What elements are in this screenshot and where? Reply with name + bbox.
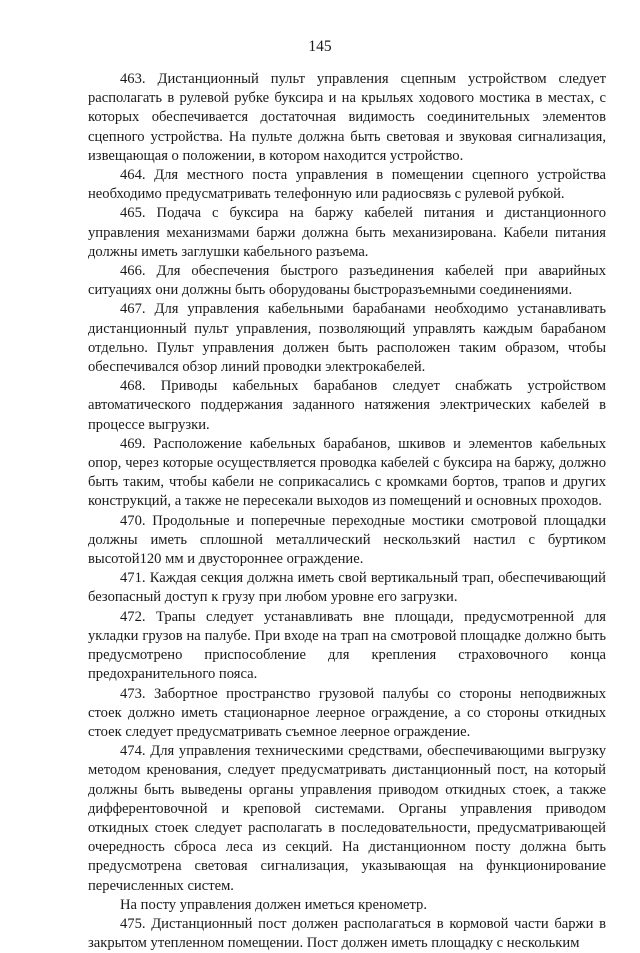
paragraph-473: 473. Забортное пространство грузовой палубы со стороны неподвижных стоек должно иметь стационарное леерное ограждение, а со стороны откидных стоек следует предусматривать съемное леерное ограждение.: [88, 685, 606, 740]
paragraph-465: 465. Подача с буксира на баржу кабелей питания и дистанционного управления механизмами баржи должна быть механизирована. Кабели питания должны иметь заглушки кабельного разъема.: [88, 205, 606, 260]
paragraph-475: 475. Дистанционный пост должен располагаться в кормовой части баржи в закрытом утепленном помещении. Пост должен иметь площадку с нескольким: [88, 915, 606, 952]
paragraph-470: 470. Продольные и поперечные переходные мостики смотровой площадки должны иметь сплошной металлический нескользкий настил с буртиком высотой120 мм и двустороннее ограждение.: [88, 512, 606, 568]
paragraph-464: 464. Для местного поста управления в помещении сцепного устройства необходимо предусматривать телефонную или радиосвязь с рулевой рубкой.: [88, 167, 606, 203]
paragraph-472: 472. Трапы следует устанавливать вне площади, предусмотренной для укладки грузов на палубе. При входе на трап на смотровой площадке должно быть предусмотрено приспособление для крепления страховочного конца предохранительного пояса.: [88, 608, 606, 683]
paragraph-468: 468. Приводы кабельных барабанов следует снабжать устройством автоматического поддержания заданного натяжения электрических кабелей в процессе выгрузки.: [88, 378, 606, 433]
paragraph-474: 474. Для управления техническими средствами, обеспечивающими выгрузку методом кренования, следует предусматривать дистанционный пост, на который должны быть выведены органы управления приводом откидных стоек, а также дифферентовочной и креповой системами. Органы управления приводом откидных стоек следует располагать в последовательности, предусматривающей очередность сброса леса из секций. На дистанционном посту должна быть предусмотрена световая сигнализация, указывающая на функционирование перечисленных систем.: [88, 743, 606, 894]
paragraph-474-note: На посту управления должен иметься кренометр.: [120, 896, 428, 913]
paragraph-466: 466. Для обеспечения быстрого разъединения кабелей при аварийных ситуациях они должны быть оборудованы быстроразъемными соединениями.: [88, 263, 606, 299]
paragraph-467: 467. Для управления кабельными барабанами необходимо устанавливать дистанционный пульт управления, позволяющий управлять каждым барабаном отдельно. Пульт управления должен быть расположен таким образом, чтобы обеспечивался обзор линий проводки электрокабелей.: [88, 301, 606, 376]
paragraph-471: 471. Каждая секция должна иметь свой вертикальный трап, обеспечивающий безопасный доступ к грузу при любом уровне его загрузки.: [88, 570, 606, 606]
paragraph-469: 469. Расположение кабельных барабанов, шкивов и элементов кабельных опор, через которые осуществляется проводка кабелей с буксира на баржу, должно быть таким, чтобы кабели не соприкасались с кромками бортов, трапов и других конструкций, а также не пересекали выходов из помещений и основных проходов.: [88, 435, 606, 510]
document-body: [88, 70, 606, 953]
paragraph-463: 463. Дистанционный пульт управления сцепным устройством следует располагать в рулевой рубке буксира и на крыльях ходового мостика в местах, с которых обеспечивается достаточная видимость соединительных элементов сцепного устройства. На пульте должна быть световая и звуковая сигнализация, извещающая о положении, в котором находится устройство.: [88, 71, 606, 164]
page-number: 145: [308, 38, 332, 55]
